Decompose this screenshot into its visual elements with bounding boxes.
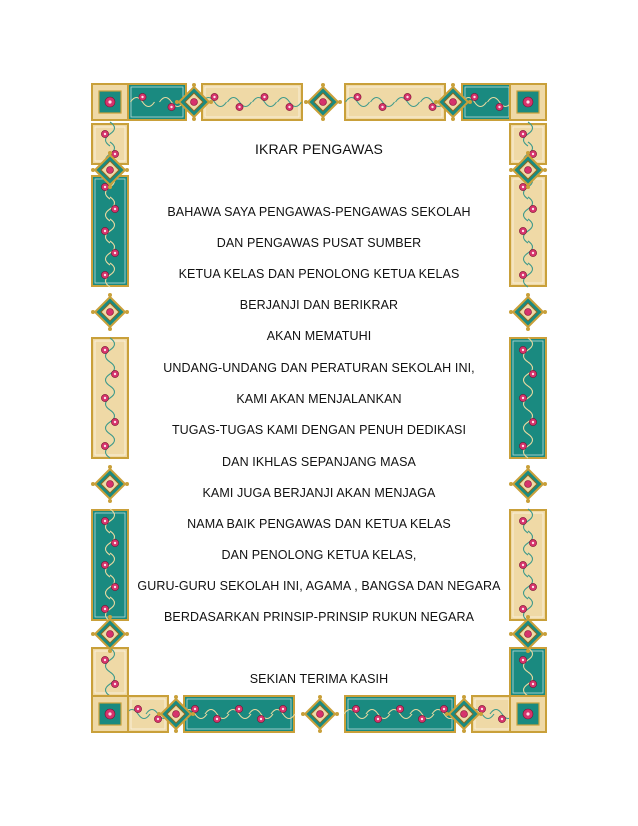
pledge-line-10: KAMI JUGA BERJANJI AKAN MENJAGA bbox=[202, 486, 436, 500]
document-title: IKRAR PENGAWAS bbox=[255, 141, 383, 157]
pledge-line-13: GURU-GURU SEKOLAH INI, AGAMA , BANGSA DAN NEGARA bbox=[137, 579, 501, 593]
top-panel-beige bbox=[345, 84, 445, 120]
pledge-line-6: UNDANG-UNDANG DAN PERATURAN SEKOLAH INI, bbox=[163, 361, 475, 375]
closing-line: SEKIAN TERIMA KASIH bbox=[249, 672, 389, 686]
pledge-line-4: BERJANJI DAN BERIKRAR bbox=[239, 298, 399, 312]
pledge-line-5: AKAN MEMATUHI bbox=[266, 329, 372, 343]
pledge-line-2: DAN PENGAWAS PUSAT SUMBER bbox=[216, 236, 422, 250]
pledge-line-8: TUGAS-TUGAS KAMI DENGAN PENUH DEDIKASI bbox=[171, 423, 467, 437]
pledge-line-12: DAN PENOLONG KETUA KELAS, bbox=[221, 548, 417, 562]
pledge-line-1: BAHAWA SAYA PENGAWAS-PENGAWAS SEKOLAH bbox=[167, 205, 471, 219]
pledge-line-7: KAMI AKAN MENJALANKAN bbox=[236, 392, 402, 406]
pledge-line-9: DAN IKHLAS SEPANJANG MASA bbox=[222, 455, 416, 469]
pledge-line-3: KETUA KELAS DAN PENOLONG KETUA KELAS bbox=[178, 267, 460, 281]
pledge-line-11: NAMA BAIK PENGAWAS DAN KETUA KELAS bbox=[187, 517, 451, 531]
pledge-line-14: BERDASARKAN PRINSIP-PRINSIP RUKUN NEGARA bbox=[163, 610, 475, 624]
top-panel-beige bbox=[202, 84, 302, 120]
